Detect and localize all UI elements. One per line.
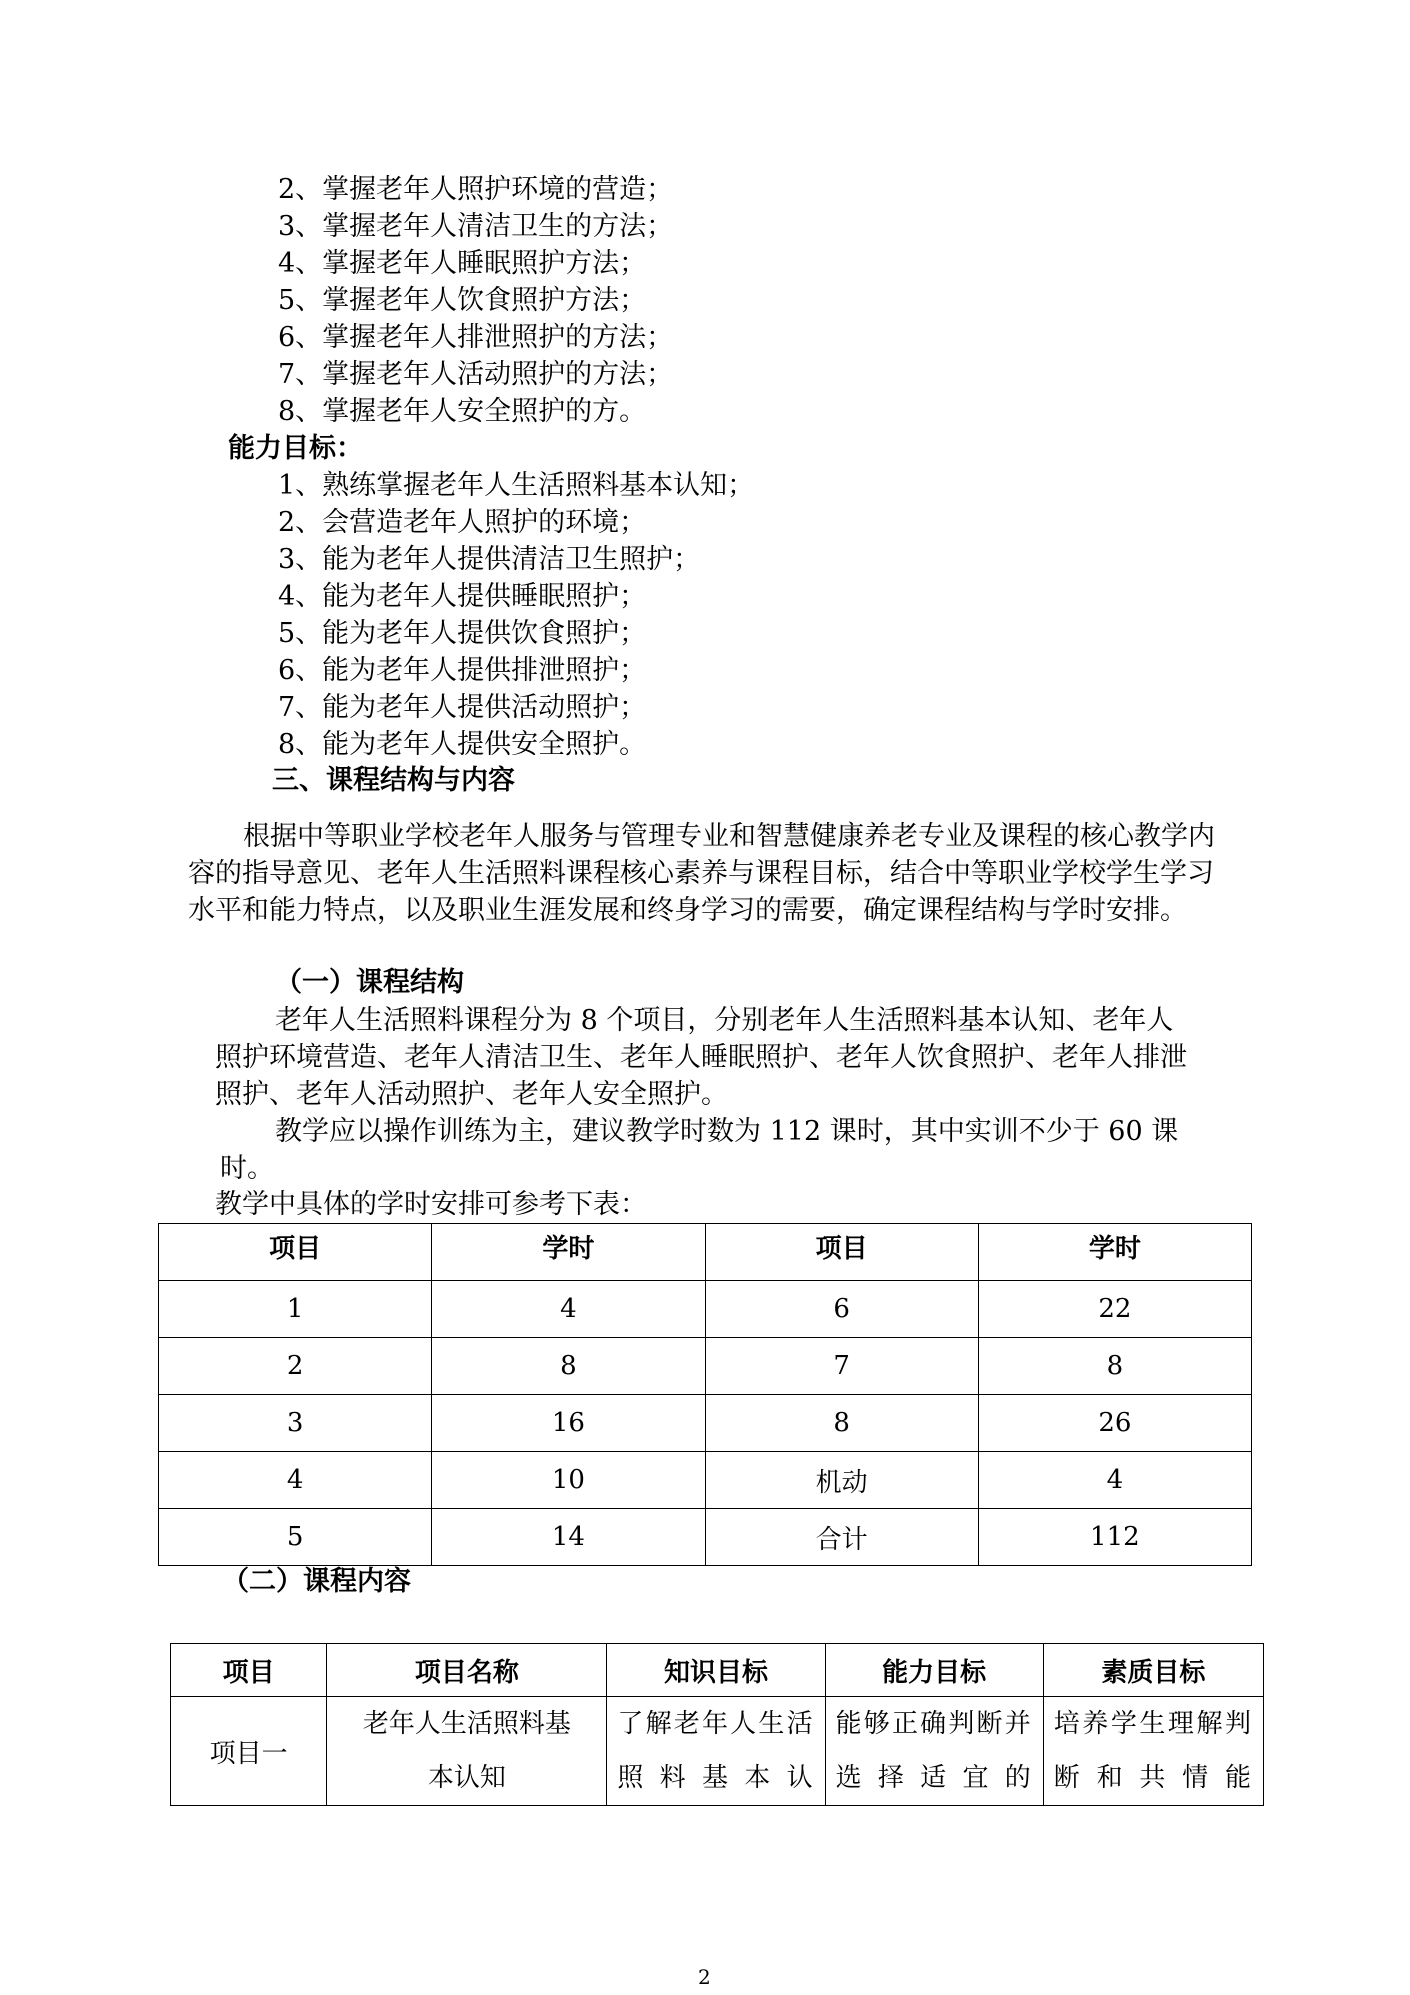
header-cell: 项目名称 — [327, 1644, 607, 1697]
structure-paragraph: 老年人生活照料课程分为 8 个项目，分别老年人生活照料基本认知、老年人照护环境营造、老年人清洁卫生、老年人睡眠照护、老年人饮食照护、老年人排泄照护、老年人活动照护、老年人安全照护。 — [215, 1005, 1187, 1110]
table-cell: 10 — [432, 1452, 705, 1509]
knowledge-item-8: 8、掌握老年人安全照护的方。 — [278, 396, 647, 427]
ability-item-6: 6、能为老年人提供排泄照护； — [278, 655, 647, 686]
ability-item-2: 2、会营造老年人照护的环境； — [278, 507, 647, 538]
table-cell: 5 — [159, 1509, 432, 1566]
table-cell: 3 — [159, 1395, 432, 1452]
hours-table — [158, 1223, 1252, 1566]
knowledge-item-5: 5、掌握老年人饮食照护方法； — [278, 285, 647, 316]
header-cell: 项目 — [159, 1224, 432, 1281]
ability-heading: 能力目标： — [228, 433, 363, 464]
ability-item-7: 7、能为老年人提供活动照护； — [278, 692, 647, 723]
table-cell: 22 — [978, 1281, 1251, 1338]
ability-item-1: 1、熟练掌握老年人生活照料基本认知； — [278, 470, 755, 501]
knowledge-item-2: 2、掌握老年人照护环境的营造； — [278, 174, 674, 205]
table-cell: 8 — [432, 1338, 705, 1395]
table-cell: 7 — [705, 1338, 978, 1395]
ability-item-3: 3、能为老年人提供清洁卫生照护； — [278, 544, 701, 575]
table-cell: 合计 — [705, 1509, 978, 1566]
knowledge-item-7: 7、掌握老年人活动照护的方法； — [278, 359, 674, 390]
header-cell: 素质目标 — [1043, 1644, 1263, 1697]
table-cell: 培养学生理解判断和共情能 — [1043, 1697, 1263, 1806]
table-cell: 26 — [978, 1395, 1251, 1452]
header-cell: 项目 — [171, 1644, 327, 1697]
section3-heading: 三、课程结构与内容 — [272, 765, 515, 796]
header-cell: 学时 — [432, 1224, 705, 1281]
table-header-row — [159, 1224, 1252, 1281]
table-cell: 4 — [432, 1281, 705, 1338]
table-cell: 1 — [159, 1281, 432, 1338]
table-cell: 4 — [159, 1452, 432, 1509]
table-row — [159, 1509, 1252, 1566]
table-row — [159, 1338, 1252, 1395]
knowledge-item-4: 4、掌握老年人睡眠照护方法； — [278, 248, 647, 279]
table-intro: 教学中具体的学时安排可参考下表： — [215, 1189, 647, 1220]
section3-paragraph: 根据中等职业学校老年人服务与管理专业和智慧健康养老专业及课程的核心教学内容的指导意见、老年人生活照料课程核心素养与课程目标，结合中等职业学校学生学习水平和能力特点，以及职业生涯发展和终身学习的需要，确定课程结构与学时安排。 — [188, 821, 1215, 926]
table-cell: 老年人生活照料基本认知 — [327, 1697, 607, 1806]
knowledge-item-6: 6、掌握老年人排泄照护的方法； — [278, 322, 674, 353]
page-number: 2 — [698, 1965, 711, 1989]
table-row — [159, 1452, 1252, 1509]
table-header-row — [171, 1644, 1264, 1697]
ability-item-8: 8、能为老年人提供安全照护。 — [278, 729, 647, 760]
header-cell: 项目 — [705, 1224, 978, 1281]
teaching-paragraph: 教学应以操作训练为主，建议教学时数为 112 课时，其中实训不少于 60 课时。 — [220, 1116, 1179, 1184]
table-row — [171, 1697, 1264, 1806]
table-cell: 了解老年人生活照料基本认 — [607, 1697, 825, 1806]
header-cell: 学时 — [978, 1224, 1251, 1281]
table-cell: 4 — [978, 1452, 1251, 1509]
table-row — [159, 1395, 1252, 1452]
table-cell: 16 — [432, 1395, 705, 1452]
table-cell: 8 — [978, 1338, 1251, 1395]
ability-item-4: 4、能为老年人提供睡眠照护； — [278, 581, 647, 612]
table-cell: 机动 — [705, 1452, 978, 1509]
table-cell: 2 — [159, 1338, 432, 1395]
table-cell: 14 — [432, 1509, 705, 1566]
header-cell: 知识目标 — [607, 1644, 825, 1697]
table-row — [159, 1281, 1252, 1338]
table-cell: 8 — [705, 1395, 978, 1452]
table-cell: 项目一 — [171, 1697, 327, 1806]
table-cell: 112 — [978, 1509, 1251, 1566]
knowledge-item-3: 3、掌握老年人清洁卫生的方法； — [278, 211, 674, 242]
ability-item-5: 5、能为老年人提供饮食照护； — [278, 618, 647, 649]
sub2-heading: （二）课程内容 — [222, 1566, 411, 1597]
header-cell: 能力目标 — [825, 1644, 1043, 1697]
table-cell: 6 — [705, 1281, 978, 1338]
table-cell: 能够正确判断并选择适宜的 — [825, 1697, 1043, 1806]
sub1-heading: （一）课程结构 — [275, 967, 464, 998]
content-table — [170, 1643, 1264, 1806]
